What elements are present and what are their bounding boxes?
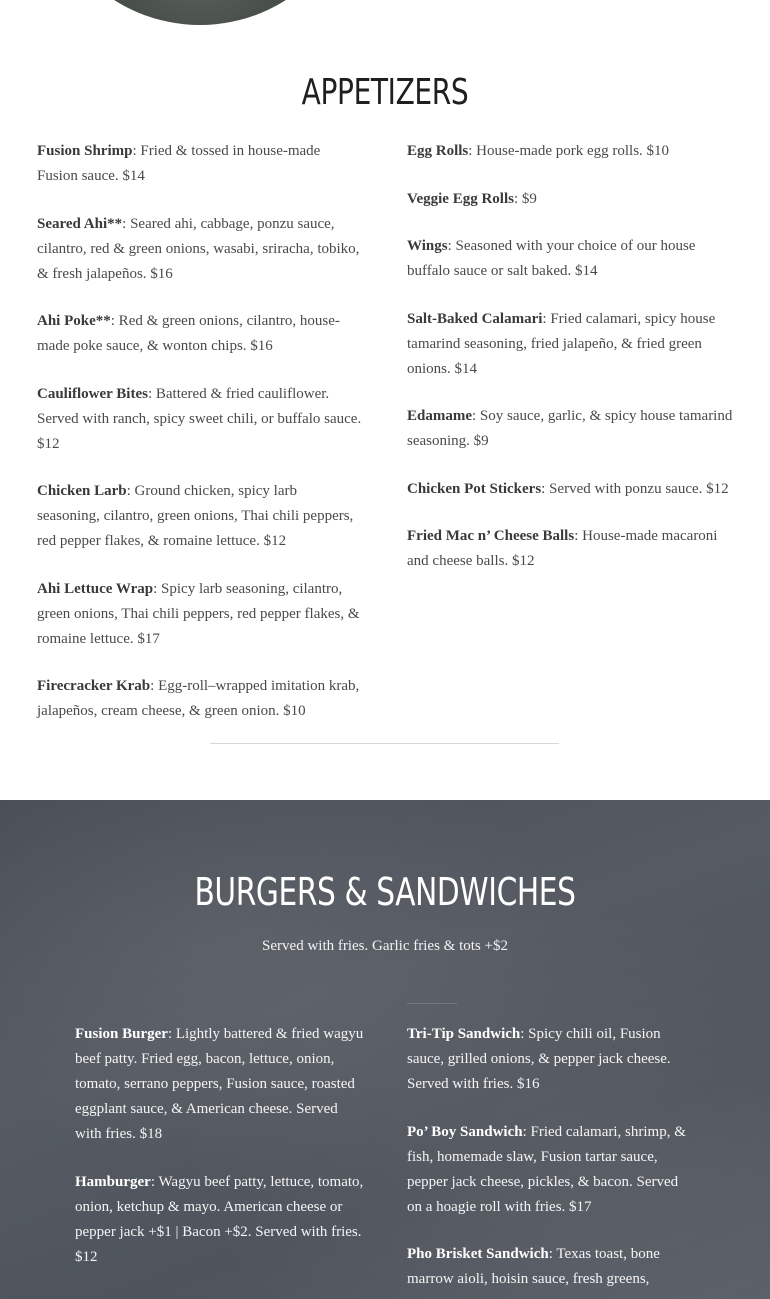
menu-item-description: : Battered & fried cauliflower. Served with ranch, spicy sweet chili, or buffalo sauce. $12 [37, 385, 362, 452]
menu-item-description: : Texas toast, bone marrow aioli, hoisin sauce, fresh greens, [407, 1246, 660, 1287]
menu-item [75, 1022, 365, 1147]
top-food-photo [40, 0, 360, 25]
menu-item [407, 187, 737, 212]
menu-item [37, 479, 362, 554]
decorative-line [407, 1003, 457, 1004]
menu-item [407, 1120, 692, 1220]
section-divider [210, 743, 559, 744]
menu-item [407, 477, 737, 502]
burgers-subtitle: Served with fries. Garlic fries & tots +$2 [262, 938, 508, 954]
menu-item [407, 139, 737, 164]
menu-item-description: : Fried & tossed in house-made Fusion sauce. $14 [37, 143, 321, 184]
menu-item-description: : Egg-roll–wrapped imitation krab, jalapeños, cream cheese, & green onion. $10 [37, 678, 360, 719]
menu-item-name: Fried Mac n’ Cheese Balls [407, 528, 575, 544]
appetizers-left-column [37, 139, 362, 747]
menu-item-description: : Spicy chili oil, Fusion sauce, grilled onions, & pepper jack cheese. Served with fries. $16 [407, 1026, 671, 1092]
menu-item-name: Chicken Larb [37, 483, 127, 499]
menu-item-description: : Soy sauce, garlic, & spicy house tamarind seasoning. $9 [407, 408, 733, 449]
appetizers-heading: APPETIZERS [301, 72, 469, 113]
menu-item-name: Pho Brisket Sandwich [407, 1246, 549, 1262]
menu-item-name: Veggie Egg Rolls [407, 190, 514, 207]
menu-item-description: : Lightly battered & fried wagyu beef patty. Fried egg, bacon, lettuce, onion, tomato, serrano peppers, Fusion sauce, roasted eggplant sauce, & American cheese. Served with fries. $18 [75, 1026, 364, 1142]
menu-item-name: Seared Ahi** [37, 215, 123, 232]
menu-item-name: Fusion Shrimp [37, 143, 133, 159]
menu-item [37, 674, 362, 724]
menu-item [407, 1242, 692, 1292]
menu-item [407, 404, 737, 454]
menu-item-name: Ahi Lettuce Wrap [37, 580, 154, 597]
menu-item-name: Wings [407, 238, 448, 254]
menu-item-description: : Spicy larb seasoning, cilantro, green onions, Thai chili peppers, red pepper flakes, & romaine lettuce. $17 [37, 580, 360, 647]
menu-item-description: : Wagyu beef patty, lettuce, tomato, onion, ketchup & mayo. American cheese or pepper jack +$1 | Bacon +$2. Served with fries. $12 [75, 1173, 364, 1265]
burgers-right-column [407, 1022, 692, 1299]
menu-item-name: Tri-Tip Sandwich [407, 1026, 521, 1042]
menu-item [37, 309, 362, 359]
burgers-heading: BURGERS & SANDWICHES [194, 870, 576, 914]
menu-item-description: : Seasoned with your choice of our house buffalo sauce or salt baked. $14 [407, 238, 696, 279]
menu-item-name: Cauliflower Bites [37, 385, 148, 402]
menu-item-name: Egg Rolls [407, 143, 469, 159]
menu-item-name: Po’ Boy Sandwich [407, 1123, 523, 1140]
menu-item [37, 139, 362, 189]
menu-item [407, 1022, 692, 1097]
menu-item [37, 577, 362, 652]
menu-item [75, 1170, 365, 1270]
menu-item-name: Ahi Poke** [37, 313, 111, 329]
menu-item-name: Hamburger [75, 1173, 151, 1190]
menu-item [37, 382, 362, 457]
menu-item [407, 524, 737, 574]
menu-item-description: : $9 [513, 190, 537, 207]
menu-item-description: : Red & green onions, cilantro, house-made poke sauce, & wonton chips. $16 [37, 313, 340, 354]
menu-item-description: : Served with ponzu sauce. $12 [541, 480, 729, 497]
menu-item [37, 212, 362, 287]
menu-item-name: Edamame [407, 408, 472, 424]
menu-item [407, 307, 737, 382]
burgers-left-column [75, 1022, 365, 1292]
menu-item-name: Fusion Burger [75, 1026, 168, 1042]
menu-item-description: : House-made pork egg rolls. $10 [468, 143, 670, 159]
menu-item-description: : Seared ahi, cabbage, ponzu sauce, cilantro, red & green onions, wasabi, sriracha, tobiko, & fresh jalapeños. $16 [37, 215, 360, 282]
menu-item-description: : House-made macaroni and cheese balls. $12 [407, 528, 718, 569]
menu-item [407, 234, 737, 284]
menu-item-description: : Fried calamari, spicy house tamarind seasoning, fried jalapeño, & fried green onions. $14 [407, 310, 716, 377]
appetizers-right-column [407, 139, 732, 597]
menu-item-description: : Ground chicken, spicy larb seasoning, cilantro, green onions, Thai chili peppers, red pepper flakes, & romaine lettuce. $12 [37, 483, 354, 549]
menu-item-description: : Fried calamari, shrimp, & fish, homemade slaw, Fusion tartar sauce, pepper jack cheese, pickles, & bacon. Served on a hoagie roll with fries. $17 [407, 1123, 686, 1215]
burgers-sandwiches-section [0, 800, 770, 1299]
menu-item-name: Salt-Baked Calamari [407, 310, 543, 327]
menu-item-name: Firecracker Krab [37, 678, 151, 694]
menu-item-name: Chicken Pot Stickers [407, 480, 542, 497]
